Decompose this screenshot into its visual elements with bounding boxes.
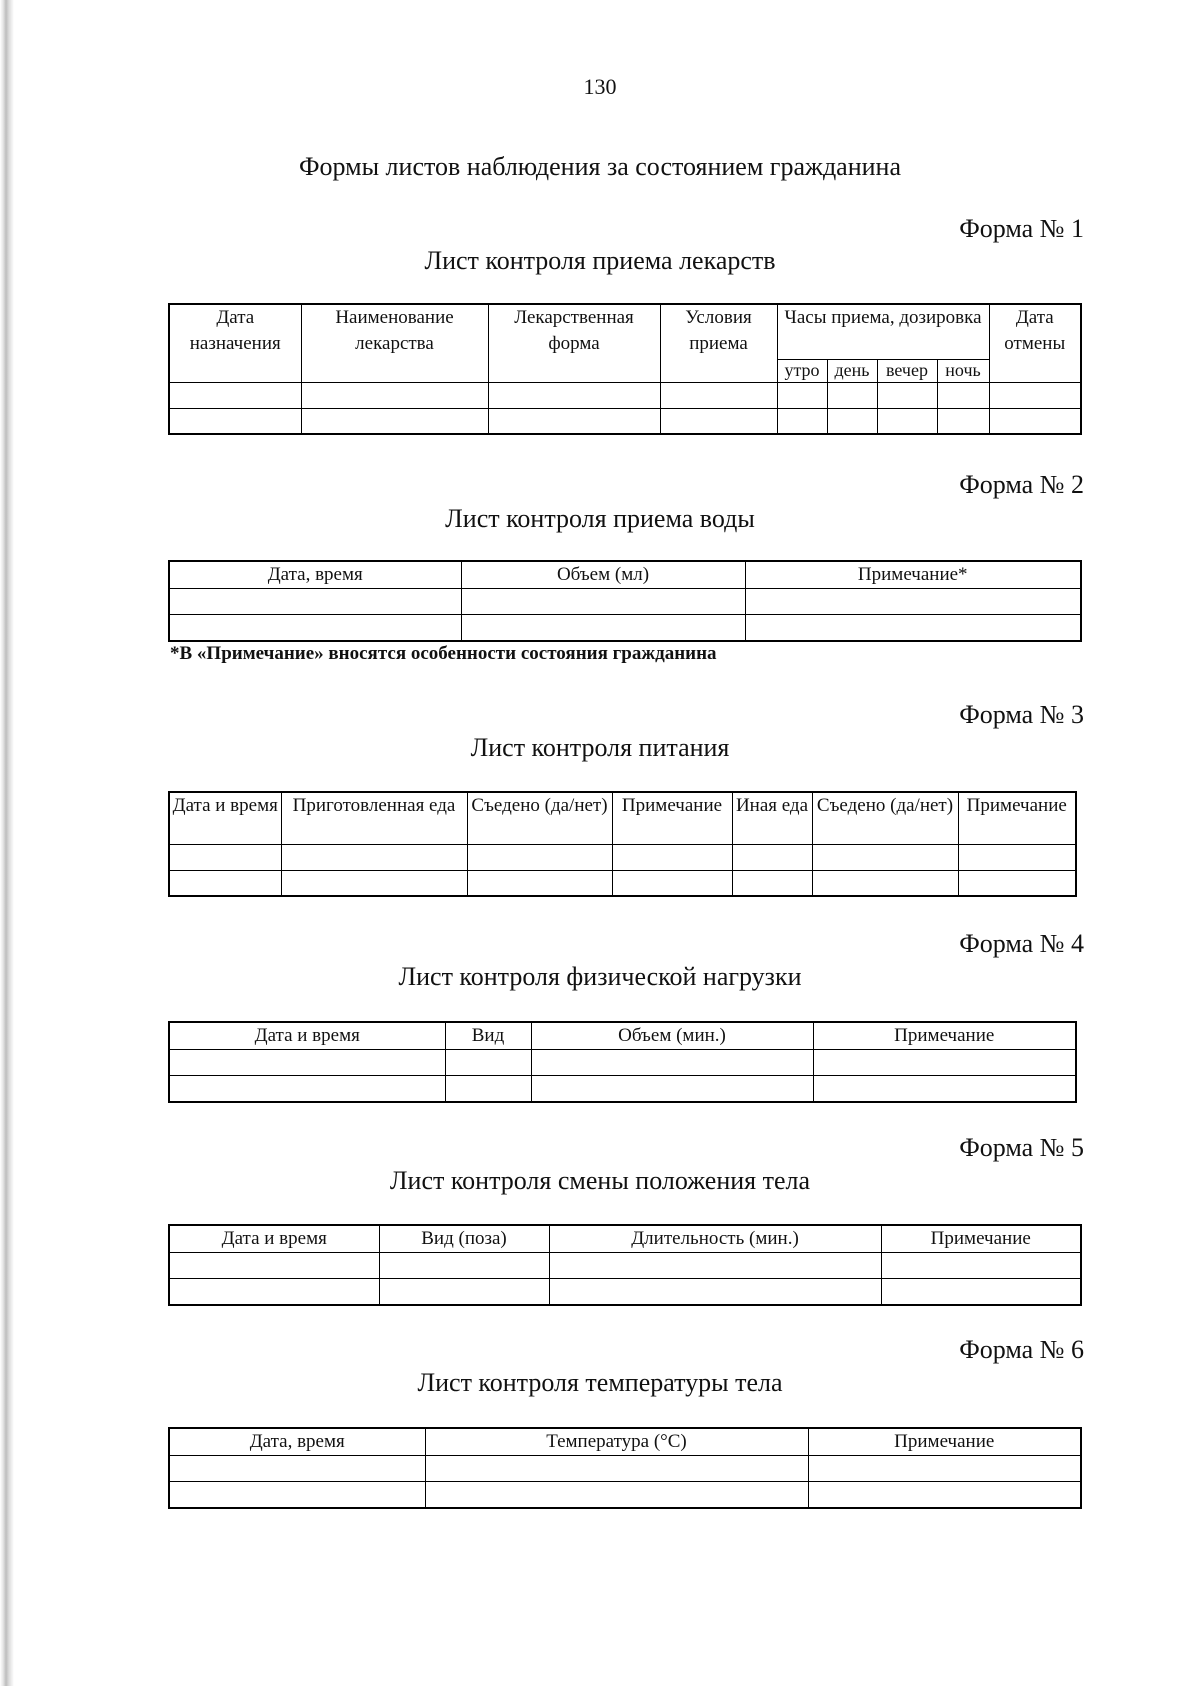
table-cell[interactable] [301,382,488,408]
table-cell[interactable] [958,870,1076,896]
table-row [169,408,1081,434]
table-cell[interactable] [612,870,732,896]
table-cell[interactable] [660,408,777,434]
table-cell[interactable] [958,844,1076,870]
table-cell[interactable] [777,408,827,434]
table-cell[interactable] [937,408,989,434]
form-3-title: Лист контроля питания [470,733,730,762]
table-cell[interactable] [425,1482,808,1508]
header-note: Примечание [612,792,732,844]
table-cell[interactable] [488,408,660,434]
table-cell[interactable] [169,1482,425,1508]
form-5-label: Форма № 5 [959,1133,1084,1162]
table-cell[interactable] [813,1050,1076,1076]
header-intake-conditions: Условия приема [660,304,777,382]
header-other-food: Иная еда [732,792,812,844]
table-row [169,615,1081,641]
subheader-morning: утро [777,359,827,382]
table-cell[interactable] [169,1076,445,1102]
table-cell[interactable] [379,1253,549,1279]
table-cell[interactable] [549,1253,881,1279]
form-5-title: Лист контроля смены положения тела [389,1166,811,1195]
form-2-table [168,560,1082,642]
table-cell[interactable] [732,844,812,870]
header-note: Примечание* [745,561,1081,589]
table-cell[interactable] [169,870,281,896]
subheader-day: день [827,359,877,382]
table-cell[interactable] [777,382,827,408]
table-cell[interactable] [445,1050,531,1076]
table-cell[interactable] [169,1253,379,1279]
subheader-evening: вечер [877,359,937,382]
table-cell[interactable] [813,1076,1076,1102]
table-cell[interactable] [808,1456,1081,1482]
table-row [169,589,1081,615]
table-cell[interactable] [169,844,281,870]
header-date-time: Дата и время [169,1022,445,1050]
header-temperature: Температура (°C) [425,1428,808,1456]
header-duration: Длительность (мин.) [549,1225,881,1253]
table-cell[interactable] [989,408,1081,434]
header-prepared-food: Приготовленная еда [281,792,467,844]
table-cell[interactable] [732,870,812,896]
form-2-label: Форма № 2 [959,470,1084,499]
table-cell[interactable] [531,1050,813,1076]
table-row [169,382,1081,408]
subheader-night: ночь [937,359,989,382]
form-3-label: Форма № 3 [959,700,1084,729]
header-eaten-other: Съедено (да/нет) [812,792,958,844]
table-cell[interactable] [379,1279,549,1305]
table-cell[interactable] [461,589,745,615]
page-title: Формы листов наблюдения за состоянием гражданина [298,152,902,181]
header-drug-name: Наименование лекарства [301,304,488,382]
table-cell[interactable] [549,1279,881,1305]
table-cell[interactable] [808,1482,1081,1508]
table-cell[interactable] [488,382,660,408]
form-1-title: Лист контроля приема лекарств [424,246,776,275]
form-4-title: Лист контроля физической нагрузки [398,962,802,991]
form-1-table [168,303,1082,435]
table-cell[interactable] [531,1076,813,1102]
table-cell[interactable] [301,408,488,434]
table-cell[interactable] [877,408,937,434]
table-row [169,1482,1081,1508]
table-cell[interactable] [812,844,958,870]
table-cell[interactable] [812,870,958,896]
header-volume-min: Объем (мин.) [531,1022,813,1050]
table-cell[interactable] [745,615,1081,641]
table-cell[interactable] [169,1456,425,1482]
form-2-title: Лист контроля приема воды [445,504,755,533]
table-cell[interactable] [281,844,467,870]
form-1-label: Форма № 1 [959,214,1084,243]
header-eaten: Съедено (да/нет) [467,792,612,844]
table-cell[interactable] [169,589,461,615]
table-row [169,1456,1081,1482]
header-kind: Вид [445,1022,531,1050]
table-cell[interactable] [281,870,467,896]
table-cell[interactable] [881,1253,1081,1279]
table-cell[interactable] [877,382,937,408]
footnote: *В «Примечание» вносятся особенности состояния гражданина [170,643,717,664]
table-cell[interactable] [937,382,989,408]
header-date-time: Дата, время [169,561,461,589]
table-cell[interactable] [467,844,612,870]
header-date-time: Дата, время [169,1428,425,1456]
header-note-other: Примечание [958,792,1076,844]
table-cell[interactable] [169,1279,379,1305]
table-row [169,1253,1081,1279]
form-4-label: Форма № 4 [959,929,1084,958]
header-dosage-form: Лекарственная форма [488,304,660,382]
table-cell[interactable] [881,1279,1081,1305]
table-row [169,844,1076,870]
header-note: Примечание [808,1428,1081,1456]
form-4-table [168,1021,1077,1103]
table-cell[interactable] [612,844,732,870]
form-3-table [168,791,1077,897]
table-row [169,870,1076,896]
table-cell[interactable] [989,382,1081,408]
table-cell[interactable] [827,408,877,434]
header-date-time: Дата и время [169,792,281,844]
table-cell[interactable] [425,1456,808,1482]
form-6-label: Форма № 6 [959,1335,1084,1364]
table-row [169,1279,1081,1305]
table-cell[interactable] [169,615,461,641]
table-cell[interactable] [745,589,1081,615]
table-cell[interactable] [467,870,612,896]
page-number: 130 [583,74,617,99]
table-cell[interactable] [169,1050,445,1076]
table-row [169,1076,1076,1102]
form-5-table [168,1224,1082,1306]
header-note: Примечание [813,1022,1076,1050]
header-date-time: Дата и время [169,1225,379,1253]
header-cancel-date: Дата отмены [989,304,1081,382]
table-cell[interactable] [169,408,301,434]
header-volume-ml: Объем (мл) [461,561,745,589]
header-intake-hours: Часы приема, дозировка [777,304,989,359]
header-date-assigned: Дата назначения [169,304,301,382]
form-6-table [168,1427,1082,1509]
table-cell[interactable] [169,382,301,408]
table-cell[interactable] [660,382,777,408]
header-pose: Вид (поза) [379,1225,549,1253]
table-cell[interactable] [827,382,877,408]
table-cell[interactable] [445,1076,531,1102]
table-row [169,1050,1076,1076]
table-cell[interactable] [461,615,745,641]
form-6-title: Лист контроля температуры тела [417,1368,783,1397]
header-note: Примечание [881,1225,1081,1253]
